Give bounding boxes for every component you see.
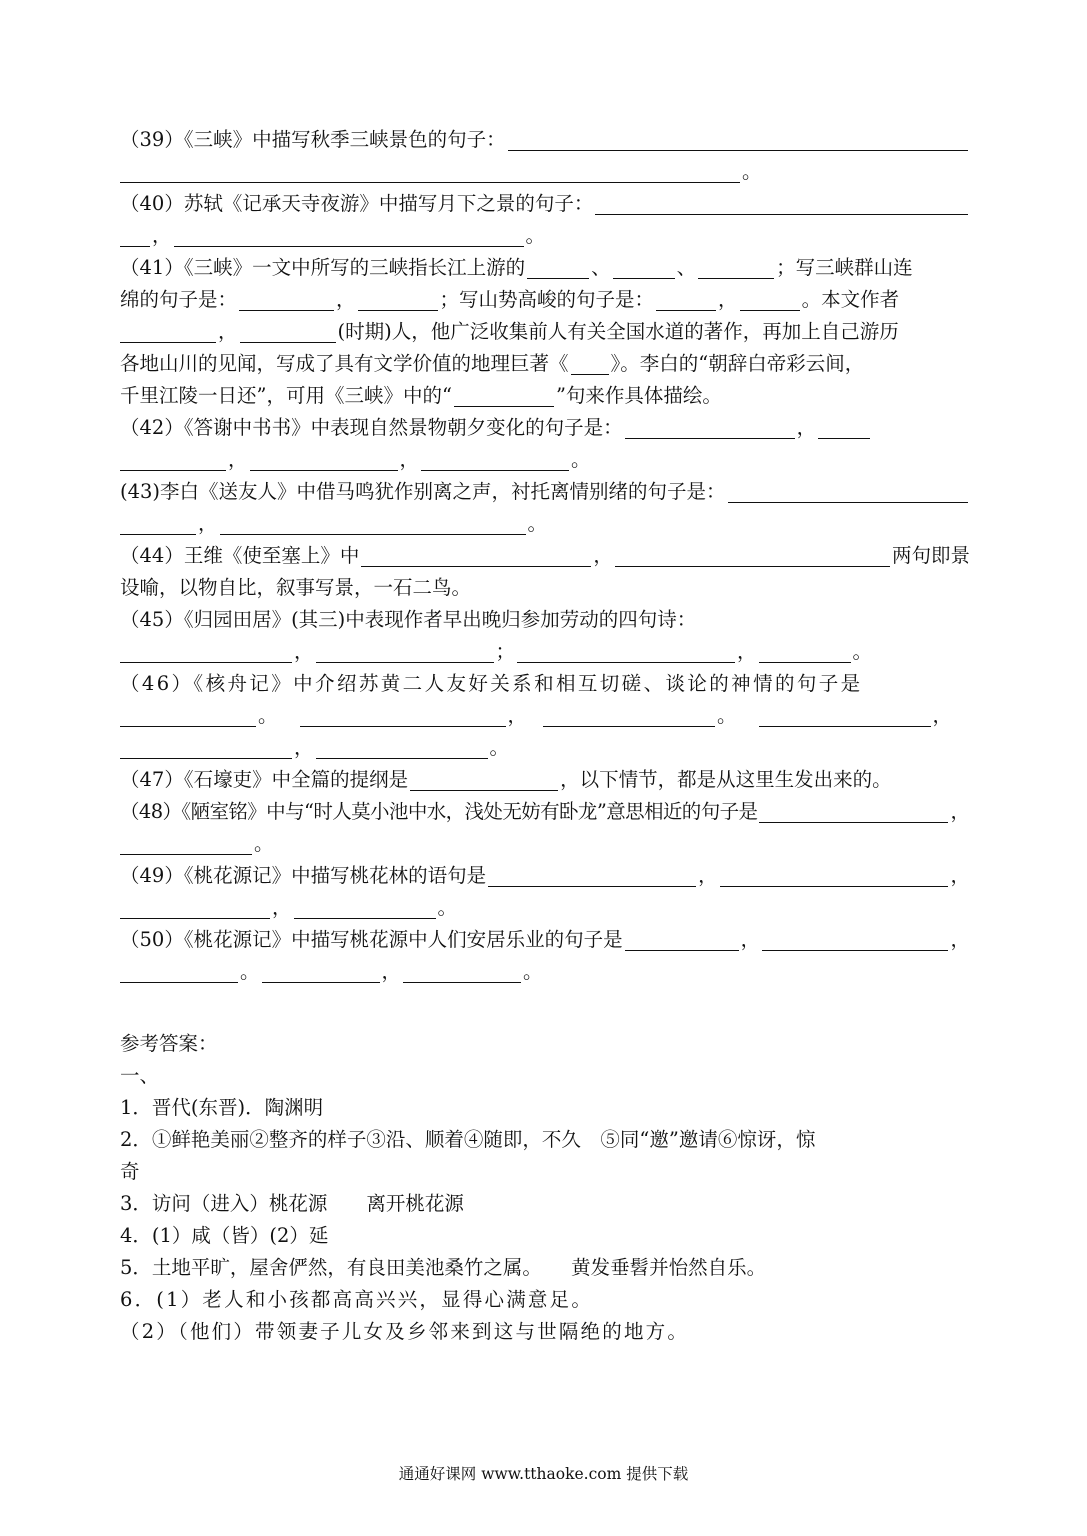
q41-line-4 [120,348,970,380]
answers-heading [120,1028,970,1060]
answer-3 [120,1188,970,1220]
answer-blank[interactable] [508,128,968,151]
answer-blank[interactable] [454,384,554,407]
answer-blank[interactable] [262,960,380,983]
q47-text-2: ，以下情节，都是从这里生发出来的。 [560,768,892,791]
q42-comma: ， [399,448,420,471]
q41-text-5: 。本文作者 [801,288,900,311]
q41-comma: ， [718,288,738,311]
q42-end: 。 [571,448,591,471]
answer-4-text: 4．(1）咸（皆）(2）延 [120,1224,329,1247]
q41-text: （41）《三峡》一文中所写的三峡指长江上游的 [120,256,526,279]
answer-blank[interactable] [316,640,494,663]
answer-blank[interactable] [294,896,436,919]
answer-blank[interactable] [740,288,800,311]
q48-line-1 [120,796,970,828]
q49-line-2 [120,892,970,924]
answer-blank[interactable] [120,832,252,855]
answer-blank[interactable] [120,160,740,183]
q50-comma: ， [740,928,761,951]
q44-line-2 [120,572,970,604]
q50-comma: ， [381,960,402,983]
answer-blank[interactable] [240,320,336,343]
answer-1 [120,1092,970,1124]
q48-text: （48）《陋室铭》中与“时人莫小池中水，浅处无妨有卧龙”意思相近的句子是 [120,800,758,823]
q45-semicolon: ； [495,640,516,663]
q42-comma: ， [228,448,248,471]
answer-blank[interactable] [488,864,696,887]
q47-line [120,764,970,796]
q50-line-2 [120,956,970,988]
q49-comma: ， [698,864,718,887]
q41-text-4: ；写山势高峻的句子是： [439,288,655,311]
q41-comma: ， [218,320,238,343]
answer-blank[interactable] [120,512,196,535]
answer-blank[interactable] [625,928,739,951]
q45-comma: ， [737,640,757,663]
answer-2-text-2: 奇 [120,1160,140,1183]
q42-text: （42）《答谢中书书》中表现自然景物朝夕变化的句子是： [120,416,623,439]
answer-6-2 [120,1316,970,1348]
answer-4 [120,1220,970,1252]
answer-blank[interactable] [543,704,715,727]
q45-line-1 [120,604,970,636]
answer-blank[interactable] [595,192,968,215]
q45-line-2 [120,636,970,668]
answer-5-text: 5．土地平旷，屋舍俨然，有良田美池桑竹之属。 黄发垂髫并怡然自乐。 [120,1256,767,1279]
answer-blank[interactable] [120,224,150,247]
q41-text-7: 各地山川的见闻，写成了具有文学价值的地理巨著《 [120,352,569,375]
answer-blank[interactable] [759,704,931,727]
q40-line-2 [120,220,970,252]
q41-text-2: ；写三峡群山连 [776,256,913,279]
q49-line-1 [120,860,970,892]
q39-line-1 [120,124,970,156]
answer-blank[interactable] [759,800,948,823]
q41-line-1 [120,252,970,284]
answer-blank[interactable] [174,224,524,247]
answer-blank[interactable] [698,256,774,279]
answer-blank[interactable] [571,352,609,375]
q46-line-1 [120,668,970,700]
q46-comma: ， [294,736,314,759]
answer-2 [120,1124,970,1156]
q42-line-2 [120,444,970,476]
answer-blank[interactable] [300,704,506,727]
answer-blank[interactable] [239,288,334,311]
answer-6-2-text: （2）（他们）带领妻子儿女及乡邻来到这与世隔绝的地方。 [120,1320,690,1343]
answer-blank[interactable] [613,256,675,279]
answer-1-text: 1．晋代(东晋)．陶渊明 [120,1096,324,1119]
answer-blank[interactable] [410,768,558,791]
answer-2-text: 2．①鲜艳美丽②整齐的样子③沿、顺着④随即，不久 ⑤同“邀”邀请⑥惊讶，惊 [120,1128,816,1151]
worksheet [120,124,970,1348]
q50-text: （50）《桃花源记》中描写桃花源中人们安居乐业的句子是 [120,928,623,951]
answer-blank[interactable] [759,640,851,663]
answer-5 [120,1252,970,1284]
q50-comma: ， [950,928,970,951]
q41-sep: 、 [676,256,697,279]
q46-line-3 [120,732,970,764]
q41-line-5 [120,380,970,412]
q45-text: （45）《归园田居》(其三)中表现作者早出晚归参加劳动的四句诗： [120,608,697,631]
q49-comma: ， [272,896,292,919]
q47-text: （47）《石壕吏》中全篇的提纲是 [120,768,409,791]
q39-text: （39）《三峡》中描写秋季三峡景色的句子： [120,128,506,151]
q46-period: 。 [717,704,737,727]
answers-section [120,1060,970,1092]
answer-blank[interactable] [120,704,256,727]
q41-text-6: (时期)人，他广泛收集前人有关全国水道的著作，再加上自己游历 [337,320,899,343]
answer-3-text: 3．访问（进入）桃花源 离开桃花源 [120,1192,464,1215]
q50-end: 。 [523,960,543,983]
q46-line-2 [120,700,970,732]
answer-blank[interactable] [720,864,949,887]
q46-period: 。 [258,704,278,727]
q39-line-2 [120,156,970,188]
answers-heading-text: 参考答案： [120,1032,218,1055]
q39-end: 。 [742,160,762,183]
q41-text-3: 绵的句子是： [120,288,238,311]
q49-comma: ， [950,864,970,887]
q50-period: 。 [240,960,260,983]
q44-text: （44）王维《使至塞上》中 [120,544,360,567]
q43-text: (43)李白《送友人》中借马鸣犹作别离之声，衬托离情别绪的句子是： [120,480,726,503]
q46-end: 。 [489,736,510,759]
q40-line-1 [120,188,970,220]
q40-end: 。 [525,224,546,247]
answer-blank[interactable] [517,640,735,663]
answer-blank[interactable] [361,544,591,567]
q43-line-1 [120,476,970,508]
q45-end: 。 [852,640,873,663]
answer-blank[interactable] [316,736,488,759]
q49-text: （49）《桃花源记》中描写桃花林的语句是 [120,864,487,887]
q43-line-2 [120,508,970,540]
answer-blank[interactable] [527,256,589,279]
q41-text-9: 千里江陵一日还”，可用《三峡》中的“ [120,384,452,407]
q41-comma: ， [336,288,356,311]
answer-blank[interactable] [120,640,292,663]
q43-end: 。 [527,512,548,535]
answer-blank[interactable] [120,960,238,983]
q41-line-2 [120,284,970,316]
spacer [120,988,970,1028]
answer-2-cont [120,1156,970,1188]
answer-blank[interactable] [656,288,716,311]
q40-comma: ， [152,224,172,247]
answer-blank[interactable] [403,960,521,983]
answer-blank[interactable] [220,512,526,535]
answer-blank[interactable] [120,736,292,759]
q48-comma: ， [950,800,970,823]
q41-text-10: ”句来作具体描绘。 [555,384,722,407]
footer: 通通好课网 www.tthaoke.com 提供下载 [398,1465,689,1483]
q49-end: 。 [437,896,458,919]
answer-blank[interactable] [625,416,795,439]
answer-6-1-text: 6．(1）老人和小孩都高高兴兴，显得心满意足。 [120,1288,594,1311]
q50-line-1 [120,924,970,956]
answer-6-1 [120,1284,970,1316]
q46-comma: ， [932,704,953,727]
q45-comma: ， [294,640,314,663]
q46-comma: ， [507,704,528,727]
q42-line-1 [120,412,970,444]
answer-blank[interactable] [762,928,948,951]
answer-blank[interactable] [358,288,438,311]
answer-blank[interactable] [728,480,968,503]
q44-text-2: 两句即景 [891,544,970,567]
answer-blank[interactable] [120,896,270,919]
q44-text-3: 设喻，以物自比，叙事写景，一石二鸟。 [120,576,472,599]
answer-blank[interactable] [250,448,398,471]
answers-section-text: 一、 [120,1064,160,1087]
q41-text-8: 》。李白的“朝辞白帝彩云间， [610,352,865,375]
answer-blank[interactable] [421,448,569,471]
q48-end: 。 [254,832,274,855]
q43-comma: ， [198,512,218,535]
q46-text: （46）《核舟记》中介绍苏黄二人友好关系和相互切磋、谈论的神情的句子是 [120,672,863,695]
q44-comma: ， [593,544,613,567]
q41-line-3 [120,316,970,348]
answer-blank[interactable] [615,544,890,567]
q40-text: （40）苏轼《记承天寺夜游》中描写月下之景的句子： [120,192,594,215]
q41-sep: 、 [591,256,611,279]
q44-line-1 [120,540,970,572]
q42-comma: ， [796,416,817,439]
q48-line-2 [120,828,970,860]
answer-blank[interactable] [818,416,870,439]
answer-blank[interactable] [120,448,226,471]
answer-blank[interactable] [120,320,216,343]
